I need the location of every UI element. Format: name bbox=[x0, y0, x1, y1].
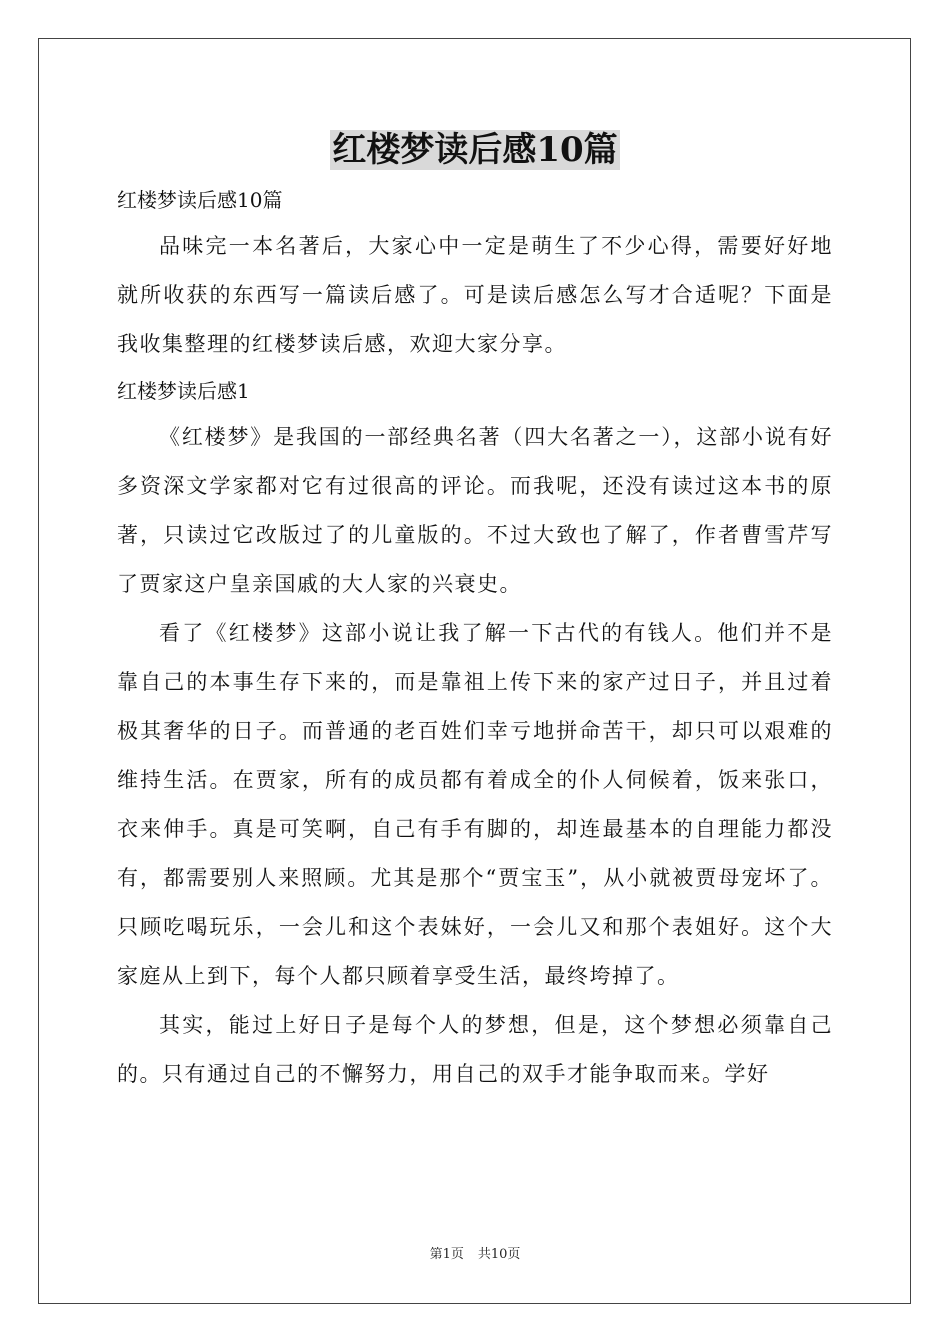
document-title-text: 红楼梦读后感10篇 bbox=[332, 130, 618, 170]
document-title bbox=[0, 128, 950, 172]
document-subtitle: 红楼梦读后感10篇 bbox=[117, 188, 283, 212]
body-paragraph: 《红楼梦》是我国的一部经典名著（四大名著之一），这部小说有好多资深文学家都对它有过很高的评论。而我呢，还没有读过这本书的原著，只读过它改版过了的儿童版的。不过大致也了解了，作者曹雪芹写了贾家这户皇亲国戚的大人家的兴衰史。 bbox=[117, 425, 833, 596]
page-footer bbox=[0, 1246, 950, 1264]
page-number: 第1页 bbox=[429, 1247, 464, 1262]
section-heading: 红楼梦读后感1 bbox=[117, 379, 250, 403]
page-total: 共10页 bbox=[477, 1247, 521, 1262]
document-body bbox=[117, 178, 833, 1099]
body-paragraph: 其实，能过上好日子是每个人的梦想，但是，这个梦想必须靠自己的。只有通过自己的不懈努力，用自己的双手才能争取而来。学好 bbox=[117, 1013, 833, 1086]
body-paragraph: 看了《红楼梦》这部小说让我了解一下古代的有钱人。他们并不是靠自己的本事生存下来的，而是靠祖上传下来的家产过日子，并且过着极其奢华的日子。而普通的老百姓们幸亏地拼命苦干，却只可以艰难的维持生活。在贾家，所有的成员都有着成全的仆人伺候着，饭来张口，衣来伸手。真是可笑啊，自己有手有脚的，却连最基本的自理能力都没有，都需要别人来照顾。尤其是那个“贾宝玉”，从小就被贾母宠坏了。只顾吃喝玩乐，一会儿和这个表妹好，一会儿又和那个表姐好。这个大家庭从上到下，每个人都只顾着享受生活，最终垮掉了。 bbox=[117, 621, 833, 988]
intro-paragraph: 品味完一本名著后，大家心中一定是萌生了不少心得，需要好好地就所收获的东西写一篇读后感了。可是读后感怎么写才合适呢？下面是我收集整理的红楼梦读后感，欢迎大家分享。 bbox=[117, 234, 833, 356]
